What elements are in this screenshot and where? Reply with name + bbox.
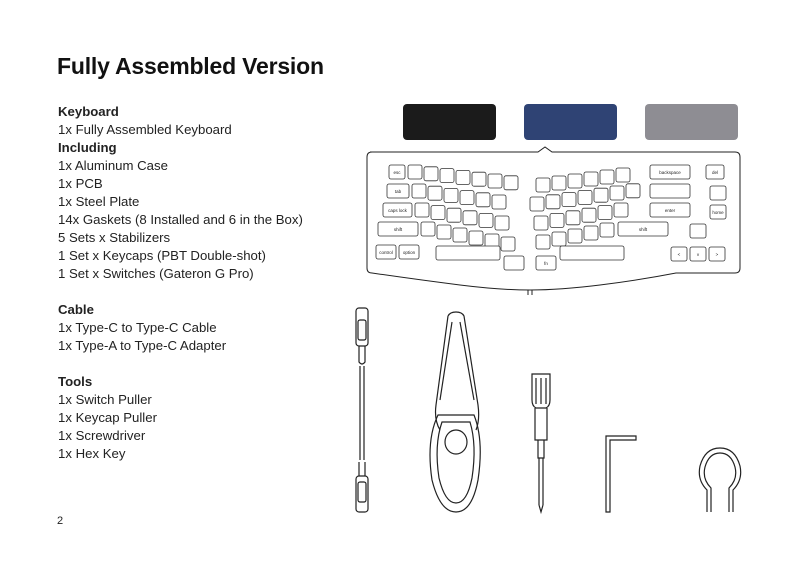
key-label: fn	[544, 261, 548, 266]
key	[710, 186, 726, 200]
key	[550, 213, 564, 227]
keyboard-illustration	[367, 147, 740, 295]
list-item: 1x Aluminum Case	[58, 158, 168, 173]
list-item: 14x Gaskets (8 Installed and 6 in the Box)	[58, 212, 303, 227]
key	[616, 168, 630, 182]
key	[428, 186, 442, 200]
key	[578, 190, 592, 204]
key	[584, 226, 598, 240]
list-item: 1x Screwdriver	[58, 428, 146, 443]
key	[447, 208, 461, 222]
key	[479, 213, 493, 227]
key	[552, 232, 566, 246]
key-label: tab	[394, 189, 402, 194]
keyboard-left-keys	[376, 165, 524, 270]
key	[552, 176, 566, 190]
hex-key-icon	[606, 436, 636, 512]
list-item: 1x PCB	[58, 176, 103, 191]
list-item: 1x Fully Assembled Keyboard	[58, 122, 232, 137]
key	[424, 167, 438, 181]
key-label: shift	[393, 227, 403, 232]
key	[568, 174, 582, 188]
key	[488, 174, 502, 188]
key	[600, 170, 614, 184]
key	[440, 169, 454, 183]
key	[415, 203, 429, 217]
list-item: 1x Type-A to Type-C Adapter	[58, 338, 227, 353]
list-item: 1x Steel Plate	[58, 194, 140, 209]
key	[594, 188, 608, 202]
key	[568, 229, 582, 243]
key	[584, 172, 598, 186]
section-heading: Keyboard	[58, 104, 119, 119]
usb-cable-icon	[356, 308, 368, 512]
key	[460, 191, 474, 205]
key	[431, 206, 445, 220]
section-heading: Including	[58, 140, 117, 155]
key	[562, 193, 576, 207]
key	[650, 184, 690, 198]
list-item: 1 Set x Keycaps (PBT Double-shot)	[58, 248, 266, 263]
list-item: 1x Keycap Puller	[58, 410, 157, 425]
key-label: option	[402, 250, 416, 255]
keyboard-right-keys	[530, 165, 690, 270]
key-label: home	[712, 210, 724, 215]
key-label: shift	[638, 227, 648, 232]
switch-puller-icon	[699, 448, 740, 512]
key	[453, 228, 467, 242]
key	[469, 231, 483, 245]
key	[421, 222, 435, 236]
key	[582, 208, 596, 222]
page-number: 2	[57, 515, 64, 527]
key	[408, 165, 422, 179]
key	[536, 235, 550, 249]
key	[610, 186, 624, 200]
key-label: backspace	[659, 170, 681, 175]
key	[530, 197, 544, 211]
key-label: control	[379, 250, 393, 255]
key	[560, 246, 624, 260]
key-label: caps lock	[388, 208, 407, 213]
key	[456, 170, 470, 184]
key	[504, 176, 518, 190]
key	[534, 216, 548, 230]
keycap-puller-icon	[430, 312, 480, 512]
key	[600, 223, 614, 237]
screwdriver-icon	[532, 374, 550, 512]
key	[492, 195, 506, 209]
list-item: 1x Type-C to Type-C Cable	[58, 320, 217, 335]
section-heading: Cable	[58, 302, 94, 317]
key-label: esc	[393, 170, 401, 175]
key-label: >	[715, 252, 719, 257]
key-label: <	[677, 252, 681, 257]
key	[476, 193, 490, 207]
key	[463, 211, 477, 225]
key	[437, 225, 451, 239]
key	[444, 188, 458, 202]
key	[436, 246, 500, 260]
key	[598, 206, 612, 220]
page-title: Fully Assembled Version	[57, 53, 324, 79]
list-item: 1x Switch Puller	[58, 392, 152, 407]
list-item: 1x Hex Key	[58, 446, 126, 461]
key	[412, 184, 426, 198]
key-label: v	[696, 252, 700, 257]
key	[504, 256, 524, 270]
key	[472, 172, 486, 186]
section-heading: Tools	[58, 374, 93, 389]
key	[626, 184, 640, 198]
key	[690, 224, 706, 238]
key	[501, 237, 515, 251]
key	[495, 216, 509, 230]
list-item: 1 Set x Switches (Gateron G Pro)	[58, 266, 254, 281]
key	[546, 195, 560, 209]
list-item: 5 Sets x Stabilizers	[58, 230, 171, 245]
key	[614, 203, 628, 217]
key-label: del	[711, 170, 719, 175]
key-label: enter	[664, 208, 676, 213]
key	[536, 178, 550, 192]
key	[566, 211, 580, 225]
